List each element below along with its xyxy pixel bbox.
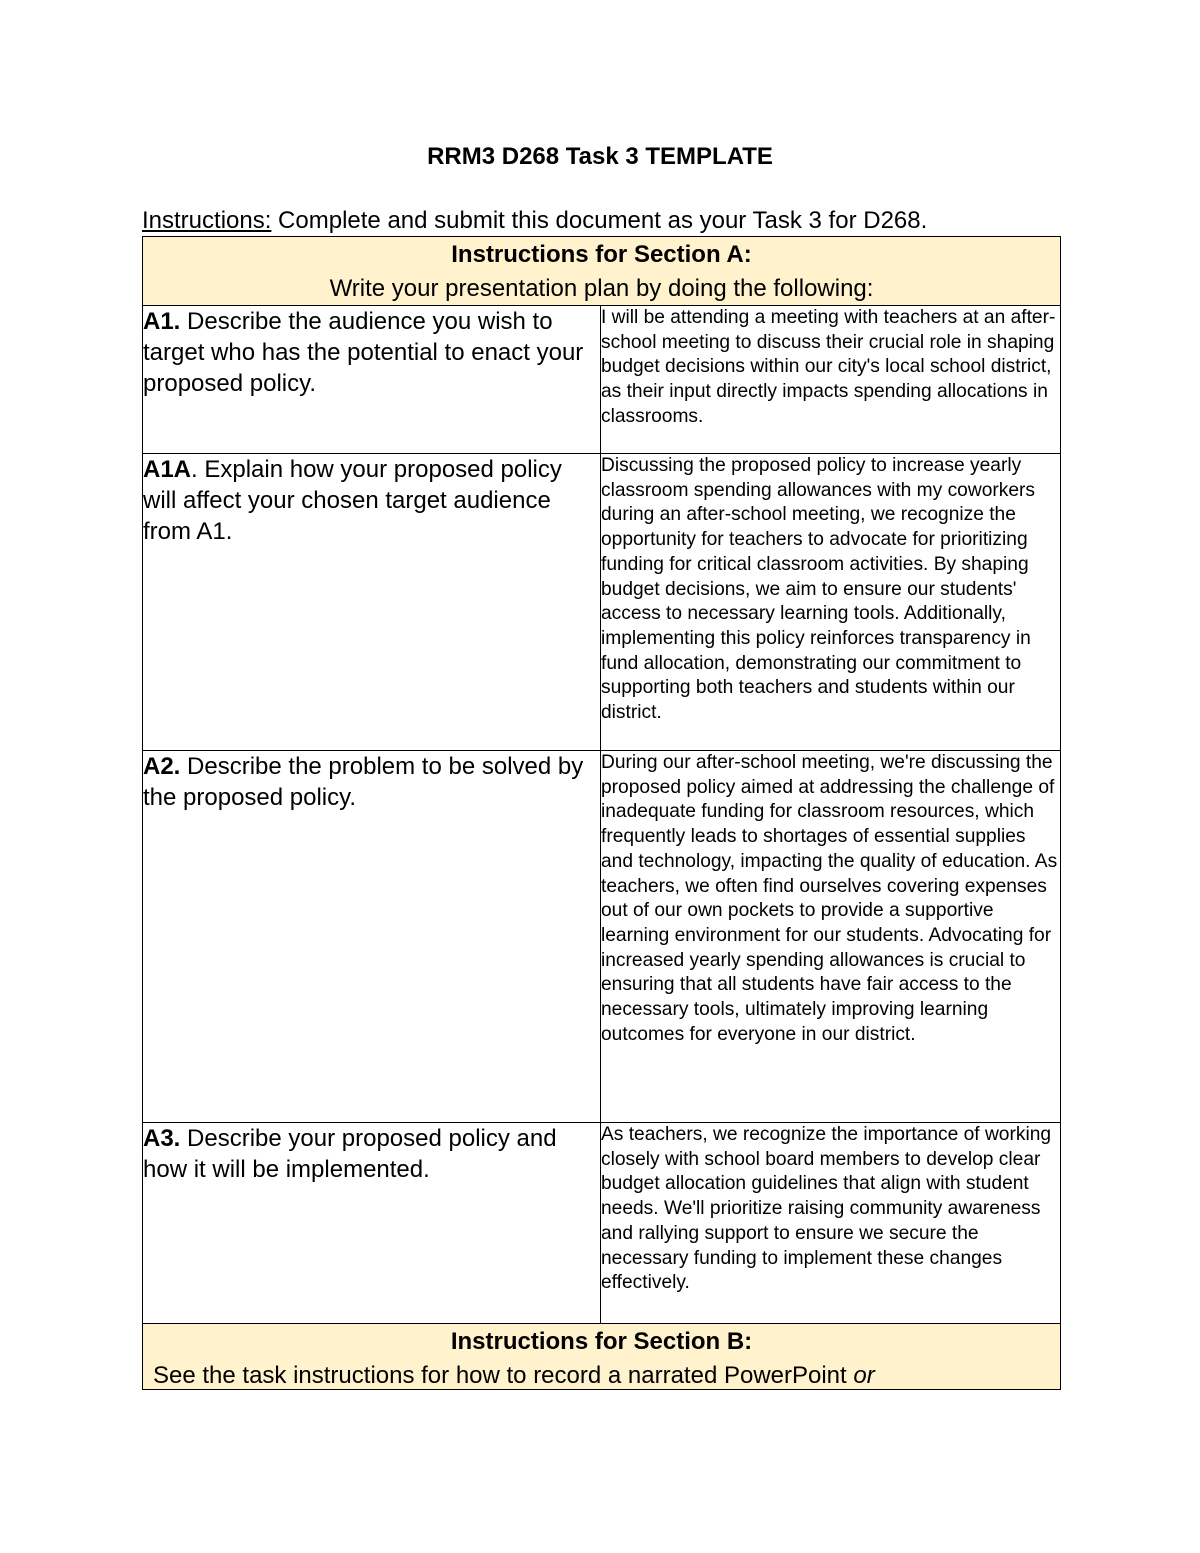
prompt-text-a3: Describe your proposed policy and how it will be implemented.: [143, 1125, 557, 1183]
section-b-subtitle: [143, 1359, 1060, 1389]
prompt-cell-a2: [143, 751, 601, 1123]
prompt-code-a1a: A1A: [143, 456, 192, 483]
response-cell-a3[interactable]: As teachers, we recognize the importance of working closely with school board members to develop clear budget allocation guidelines that align with student needs. We'll prioritize raising community awareness and rallying support to ensure we secure the necessary funding to implement these changes effectively.: [601, 1123, 1061, 1324]
table-row-a3: [143, 1123, 1061, 1324]
section-a-header: [143, 237, 1061, 306]
table-row-a1a: [143, 454, 1061, 751]
template-table: [142, 236, 1061, 1390]
response-cell-a2[interactable]: During our after-school meeting, we're discussing the proposed policy aimed at addressing the challenge of inadequate funding for classroom resources, which frequently leads to shortages of essential supplies and technology, impacting the quality of education. As teachers, we often find ourselves covering expenses out of our own pockets to provide a supportive learning environment for our students. Advocating for increased yearly spending allowances is crucial to ensuring that all students have fair access to the necessary tools, ultimately improving learning outcomes for everyone in our district.: [601, 751, 1061, 1123]
prompt-text-a1: Describe the audience you wish to target who has the potential to enact your proposed policy.: [143, 308, 584, 397]
prompt-code-a2: A2.: [143, 753, 181, 780]
section-b-header: [143, 1324, 1061, 1390]
prompt-code-a1: A1.: [143, 308, 181, 335]
section-a-subtitle: Write your presentation plan by doing the following:: [329, 275, 874, 302]
prompt-text-a2: Describe the problem to be solved by the proposed policy.: [143, 753, 584, 811]
prompt-code-a3: A3.: [143, 1125, 181, 1152]
prompt-cell-a1a: [143, 454, 601, 751]
instructions-lead: Instructions:: [142, 207, 272, 234]
prompt-cell-a1: [143, 306, 601, 454]
prompt-text-a1a: . Explain how your proposed policy will affect your chosen target audience from A1.: [143, 456, 562, 545]
table-row-a2: [143, 751, 1061, 1123]
table-row-a1: [143, 306, 1061, 454]
section-b-header-row: [143, 1324, 1061, 1390]
response-cell-a1[interactable]: I will be attending a meeting with teachers at an after-school meeting to discuss their crucial role in shaping budget decisions within our city's local school district, as their input directly impacts spending allocations in classrooms.: [601, 306, 1061, 454]
prompt-cell-a3: [143, 1123, 601, 1324]
section-a-title: Instructions for Section A:: [451, 241, 752, 268]
section-a-header-row: [143, 237, 1061, 306]
document-title: RRM3 D268 Task 3 TEMPLATE: [427, 143, 773, 170]
document-instructions: [142, 206, 1082, 236]
section-b-subtitle-italic: or: [853, 1362, 875, 1389]
instructions-text: Complete and submit this document as your Task 3 for D268.: [271, 207, 928, 234]
response-cell-a1a[interactable]: Discussing the proposed policy to increase yearly classroom spending allowances with my coworkers during an after-school meeting, we recognize the opportunity for teachers to advocate for prioritizing funding for critical classroom activities. By shaping budget decisions, we aim to ensure our students' access to necessary learning tools. Additionally, implementing this policy reinforces transparency in fund allocation, demonstrating our commitment to supporting both teachers and students within our district.: [601, 454, 1061, 751]
section-b-subtitle-text: See the task instructions for how to record a narrated PowerPoint: [153, 1362, 854, 1389]
section-b-title: Instructions for Section B:: [450, 1328, 753, 1355]
